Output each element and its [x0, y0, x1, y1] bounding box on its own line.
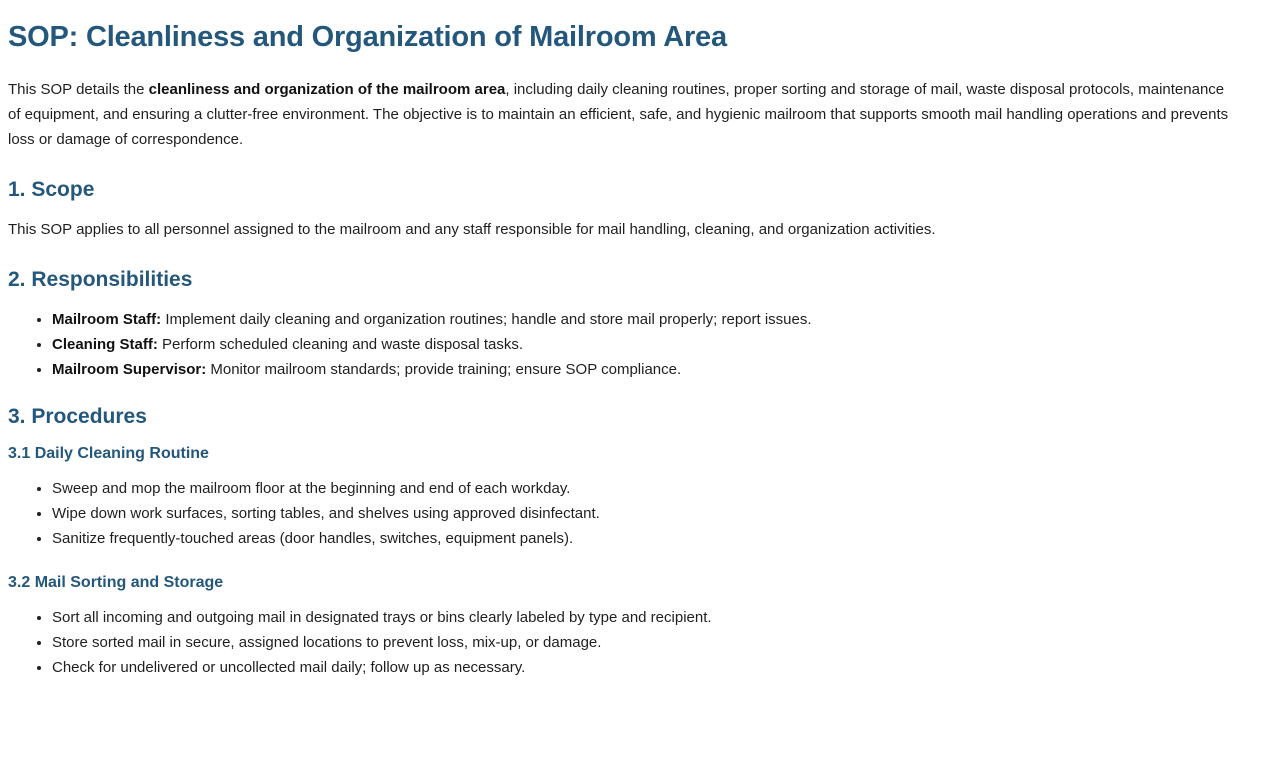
scope-text: This SOP applies to all personnel assigned to the mailroom and any staff responsible for mail handling, cleaning, and organization activities.: [8, 220, 936, 238]
list-item: • Check for undelivered or uncollected mail daily; follow up as necessary.: [52, 656, 1247, 679]
intro-text-before: This SOP details the: [8, 80, 149, 98]
intro-paragraph: [8, 77, 1233, 152]
list-item: [52, 358, 1247, 381]
daily-cleaning-list: [8, 477, 1247, 550]
intro-text-after: , including daily cleaning routines, proper sorting and storage of mail, waste disposal protocols, maintenance of equipment, and ensuring a clutter-free environment. The objective is to maintain an efficient, safe, and hygienic mailroom that supports smooth mail handling operations and prevents loss or damage of correspondence.: [8, 80, 1229, 148]
section-heading-procedures: 3. Procedures: [8, 404, 147, 428]
responsibility-detail: Perform scheduled cleaning and waste disposal tasks.: [157, 335, 524, 353]
list-item: • Sort all incoming and outgoing mail in designated trays or bins clearly labeled by type and recipient.: [52, 606, 1247, 629]
page-title: SOP: Cleanliness and Organization of Mailroom Area: [8, 21, 727, 53]
responsibility-detail: Monitor mailroom standards; provide training; ensure SOP compliance.: [206, 360, 682, 378]
responsibility-detail: Implement daily cleaning and organization routines; handle and store mail properly; report issues.: [161, 310, 812, 328]
responsibility-role: Cleaning Staff:: [52, 335, 158, 353]
responsibility-role: Mailroom Staff:: [52, 310, 162, 328]
list-item: • Sweep and mop the mailroom floor at the beginning and end of each workday.: [52, 477, 1247, 500]
section-heading-scope: 1. Scope: [8, 177, 95, 201]
list-item: • Store sorted mail in secure, assigned locations to prevent loss, mix-up, or damage.: [52, 631, 1247, 654]
mail-sorting-list: [8, 606, 1247, 679]
list-item: [52, 333, 1247, 356]
subsection-heading-daily-cleaning: 3.1 Daily Cleaning Routine: [8, 444, 209, 462]
list-item: • Sanitize frequently-touched areas (door handles, switches, equipment panels).: [52, 527, 1247, 550]
responsibility-role: Mailroom Supervisor:: [52, 360, 207, 378]
list-item: • Wipe down work surfaces, sorting tables, and shelves using approved disinfectant.: [52, 502, 1247, 525]
subsection-heading-mail-sorting: 3.2 Mail Sorting and Storage: [8, 573, 224, 591]
intro-text-emphasis: cleanliness and organization of the mailroom area: [148, 80, 506, 98]
list-item: [52, 308, 1247, 331]
section-heading-responsibilities: 2. Responsibilities: [8, 267, 193, 291]
responsibilities-list: [8, 308, 1247, 381]
